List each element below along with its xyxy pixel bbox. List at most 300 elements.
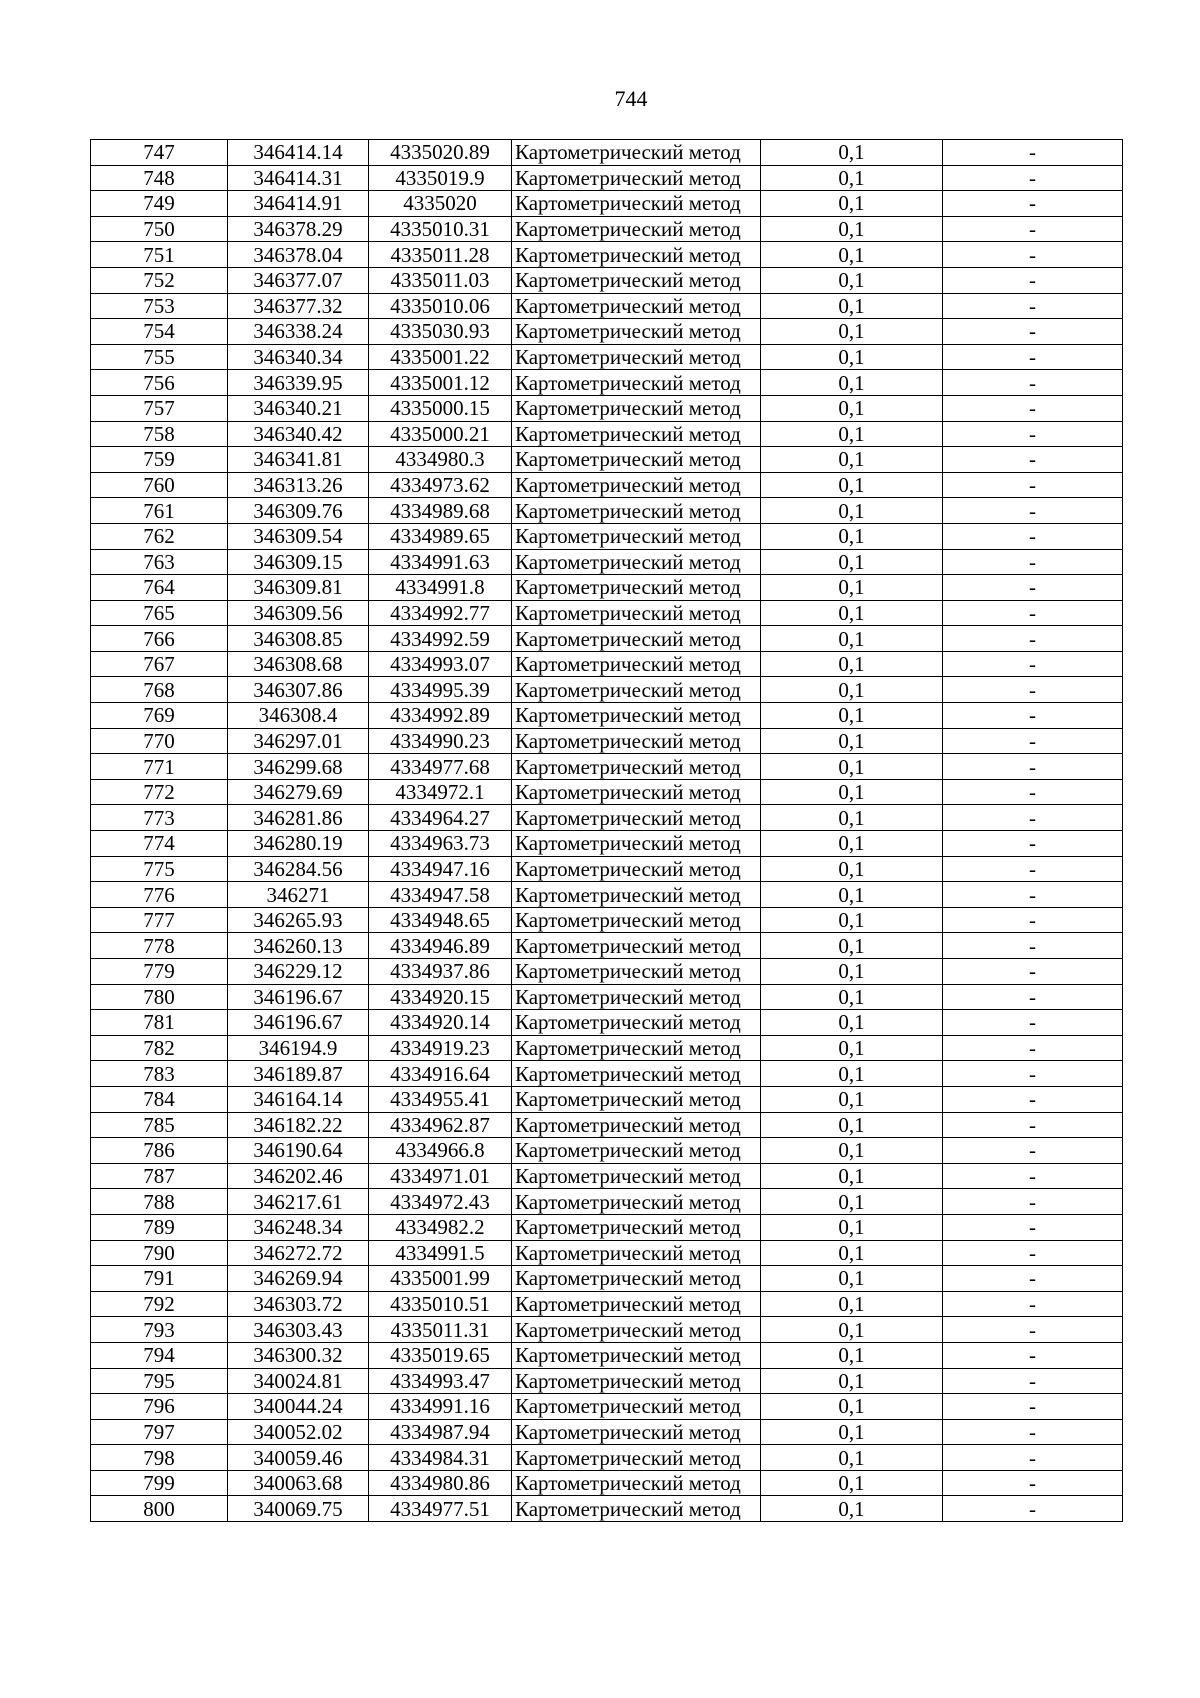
x-coordinate-cell: 346309.54 — [228, 523, 369, 549]
y-coordinate-cell: 4334946.89 — [369, 933, 512, 959]
point-number-cell: 798 — [91, 1445, 228, 1471]
y-coordinate-cell: 4335001.12 — [369, 370, 512, 396]
accuracy-cell: 0,1 — [761, 319, 943, 345]
y-coordinate-cell: 4335001.99 — [369, 1266, 512, 1292]
method-cell: Картометрический метод — [512, 1317, 761, 1343]
x-coordinate-cell: 346377.07 — [228, 267, 369, 293]
note-cell: - — [943, 140, 1123, 166]
method-cell: Картометрический метод — [512, 856, 761, 882]
note-cell: - — [943, 805, 1123, 831]
table-row — [91, 1061, 1123, 1087]
y-coordinate-cell: 4334972.43 — [369, 1189, 512, 1215]
x-coordinate-cell: 346164.14 — [228, 1086, 369, 1112]
accuracy-cell: 0,1 — [761, 267, 943, 293]
y-coordinate-cell: 4334963.73 — [369, 831, 512, 857]
note-cell: - — [943, 1240, 1123, 1266]
accuracy-cell: 0,1 — [761, 242, 943, 268]
method-cell: Картометрический метод — [512, 703, 761, 729]
y-coordinate-cell: 4334990.23 — [369, 728, 512, 754]
x-coordinate-cell: 346309.56 — [228, 600, 369, 626]
x-coordinate-cell: 346299.68 — [228, 754, 369, 780]
table-row — [91, 498, 1123, 524]
y-coordinate-cell: 4334995.39 — [369, 677, 512, 703]
y-coordinate-cell: 4334937.86 — [369, 959, 512, 985]
accuracy-cell: 0,1 — [761, 1394, 943, 1420]
table-row — [91, 907, 1123, 933]
note-cell: - — [943, 1010, 1123, 1036]
point-number-cell: 755 — [91, 344, 228, 370]
method-cell: Картометрический метод — [512, 779, 761, 805]
note-cell: - — [943, 1086, 1123, 1112]
method-cell: Картометрический метод — [512, 140, 761, 166]
table-row — [91, 882, 1123, 908]
method-cell: Картометрический метод — [512, 933, 761, 959]
x-coordinate-cell: 346308.85 — [228, 626, 369, 652]
y-coordinate-cell: 4334980.3 — [369, 447, 512, 473]
method-cell: Картометрический метод — [512, 1394, 761, 1420]
point-number-cell: 783 — [91, 1061, 228, 1087]
x-coordinate-cell: 346308.4 — [228, 703, 369, 729]
method-cell: Картометрический метод — [512, 907, 761, 933]
note-cell: - — [943, 421, 1123, 447]
point-number-cell: 760 — [91, 472, 228, 498]
method-cell: Картометрический метод — [512, 370, 761, 396]
accuracy-cell: 0,1 — [761, 1445, 943, 1471]
table-row — [91, 549, 1123, 575]
y-coordinate-cell: 4334920.14 — [369, 1010, 512, 1036]
method-cell: Картометрический метод — [512, 1138, 761, 1164]
accuracy-cell: 0,1 — [761, 1214, 943, 1240]
y-coordinate-cell: 4334947.16 — [369, 856, 512, 882]
x-coordinate-cell: 346217.61 — [228, 1189, 369, 1215]
y-coordinate-cell: 4335030.93 — [369, 319, 512, 345]
x-coordinate-cell: 340052.02 — [228, 1419, 369, 1445]
x-coordinate-cell: 346281.86 — [228, 805, 369, 831]
note-cell: - — [943, 1189, 1123, 1215]
y-coordinate-cell: 4335011.03 — [369, 267, 512, 293]
y-coordinate-cell: 4334991.8 — [369, 575, 512, 601]
x-coordinate-cell: 346414.91 — [228, 191, 369, 217]
y-coordinate-cell: 4335019.65 — [369, 1342, 512, 1368]
y-coordinate-cell: 4335020 — [369, 191, 512, 217]
y-coordinate-cell: 4334980.86 — [369, 1470, 512, 1496]
method-cell: Картометрический метод — [512, 959, 761, 985]
method-cell: Картометрический метод — [512, 1496, 761, 1522]
y-coordinate-cell: 4335010.06 — [369, 293, 512, 319]
y-coordinate-cell: 4334989.68 — [369, 498, 512, 524]
table-row — [91, 242, 1123, 268]
note-cell: - — [943, 1061, 1123, 1087]
method-cell: Картометрический метод — [512, 984, 761, 1010]
note-cell: - — [943, 549, 1123, 575]
point-number-cell: 771 — [91, 754, 228, 780]
note-cell: - — [943, 165, 1123, 191]
table-row — [91, 1266, 1123, 1292]
point-number-cell: 785 — [91, 1112, 228, 1138]
point-number-cell: 747 — [91, 140, 228, 166]
table-row — [91, 754, 1123, 780]
method-cell: Картометрический метод — [512, 575, 761, 601]
x-coordinate-cell: 346341.81 — [228, 447, 369, 473]
x-coordinate-cell: 346196.67 — [228, 1010, 369, 1036]
method-cell: Картометрический метод — [512, 523, 761, 549]
point-number-cell: 761 — [91, 498, 228, 524]
y-coordinate-cell: 4334993.07 — [369, 651, 512, 677]
point-number-cell: 766 — [91, 626, 228, 652]
accuracy-cell: 0,1 — [761, 907, 943, 933]
point-number-cell: 800 — [91, 1496, 228, 1522]
accuracy-cell: 0,1 — [761, 1061, 943, 1087]
table-row — [91, 984, 1123, 1010]
accuracy-cell: 0,1 — [761, 344, 943, 370]
table-row — [91, 703, 1123, 729]
x-coordinate-cell: 340069.75 — [228, 1496, 369, 1522]
method-cell: Картометрический метод — [512, 267, 761, 293]
note-cell: - — [943, 1470, 1123, 1496]
method-cell: Картометрический метод — [512, 498, 761, 524]
table-row — [91, 370, 1123, 396]
point-number-cell: 784 — [91, 1086, 228, 1112]
method-cell: Картометрический метод — [512, 395, 761, 421]
accuracy-cell: 0,1 — [761, 728, 943, 754]
point-number-cell: 790 — [91, 1240, 228, 1266]
y-coordinate-cell: 4335019.9 — [369, 165, 512, 191]
point-number-cell: 758 — [91, 421, 228, 447]
x-coordinate-cell: 340059.46 — [228, 1445, 369, 1471]
point-number-cell: 799 — [91, 1470, 228, 1496]
point-number-cell: 797 — [91, 1419, 228, 1445]
method-cell: Картометрический метод — [512, 191, 761, 217]
point-number-cell: 774 — [91, 831, 228, 857]
x-coordinate-cell: 346182.22 — [228, 1112, 369, 1138]
method-cell: Картометрический метод — [512, 1163, 761, 1189]
note-cell: - — [943, 575, 1123, 601]
accuracy-cell: 0,1 — [761, 856, 943, 882]
x-coordinate-cell: 346280.19 — [228, 831, 369, 857]
accuracy-cell: 0,1 — [761, 1342, 943, 1368]
method-cell: Картометрический метод — [512, 1445, 761, 1471]
note-cell: - — [943, 1214, 1123, 1240]
point-number-cell: 756 — [91, 370, 228, 396]
y-coordinate-cell: 4334964.27 — [369, 805, 512, 831]
point-number-cell: 749 — [91, 191, 228, 217]
x-coordinate-cell: 346338.24 — [228, 319, 369, 345]
table-row — [91, 1342, 1123, 1368]
x-coordinate-cell: 346196.67 — [228, 984, 369, 1010]
accuracy-cell: 0,1 — [761, 984, 943, 1010]
table-row — [91, 779, 1123, 805]
y-coordinate-cell: 4334947.58 — [369, 882, 512, 908]
accuracy-cell: 0,1 — [761, 1266, 943, 1292]
accuracy-cell: 0,1 — [761, 882, 943, 908]
method-cell: Картометрический метод — [512, 1112, 761, 1138]
point-number-cell: 795 — [91, 1368, 228, 1394]
table-row — [91, 1240, 1123, 1266]
table-row — [91, 1368, 1123, 1394]
point-number-cell: 752 — [91, 267, 228, 293]
method-cell: Картометрический метод — [512, 728, 761, 754]
point-number-cell: 769 — [91, 703, 228, 729]
accuracy-cell: 0,1 — [761, 779, 943, 805]
note-cell: - — [943, 703, 1123, 729]
table-row — [91, 856, 1123, 882]
note-cell: - — [943, 959, 1123, 985]
table-row — [91, 1138, 1123, 1164]
table-row — [91, 344, 1123, 370]
table-row — [91, 1445, 1123, 1471]
accuracy-cell: 0,1 — [761, 498, 943, 524]
table-row — [91, 651, 1123, 677]
y-coordinate-cell: 4334993.47 — [369, 1368, 512, 1394]
table-row — [91, 447, 1123, 473]
accuracy-cell: 0,1 — [761, 549, 943, 575]
table-row — [91, 626, 1123, 652]
method-cell: Картометрический метод — [512, 1291, 761, 1317]
accuracy-cell: 0,1 — [761, 370, 943, 396]
x-coordinate-cell: 346279.69 — [228, 779, 369, 805]
y-coordinate-cell: 4334962.87 — [369, 1112, 512, 1138]
x-coordinate-cell: 346297.01 — [228, 728, 369, 754]
y-coordinate-cell: 4334991.5 — [369, 1240, 512, 1266]
accuracy-cell: 0,1 — [761, 626, 943, 652]
x-coordinate-cell: 340044.24 — [228, 1394, 369, 1420]
x-coordinate-cell: 346378.29 — [228, 216, 369, 242]
y-coordinate-cell: 4334992.77 — [369, 600, 512, 626]
note-cell: - — [943, 882, 1123, 908]
method-cell: Картометрический метод — [512, 549, 761, 575]
note-cell: - — [943, 1419, 1123, 1445]
x-coordinate-cell: 346378.04 — [228, 242, 369, 268]
method-cell: Картометрический метод — [512, 805, 761, 831]
method-cell: Картометрический метод — [512, 1419, 761, 1445]
table-row — [91, 1394, 1123, 1420]
y-coordinate-cell: 4335010.51 — [369, 1291, 512, 1317]
point-number-cell: 775 — [91, 856, 228, 882]
table-row — [91, 1496, 1123, 1522]
table-row — [91, 805, 1123, 831]
point-number-cell: 788 — [91, 1189, 228, 1215]
y-coordinate-cell: 4334989.65 — [369, 523, 512, 549]
note-cell: - — [943, 1394, 1123, 1420]
x-coordinate-cell: 346260.13 — [228, 933, 369, 959]
y-coordinate-cell: 4334977.51 — [369, 1496, 512, 1522]
method-cell: Картометрический метод — [512, 421, 761, 447]
accuracy-cell: 0,1 — [761, 191, 943, 217]
method-cell: Картометрический метод — [512, 344, 761, 370]
note-cell: - — [943, 1266, 1123, 1292]
method-cell: Картометрический метод — [512, 651, 761, 677]
x-coordinate-cell: 346340.21 — [228, 395, 369, 421]
note-cell: - — [943, 984, 1123, 1010]
point-number-cell: 772 — [91, 779, 228, 805]
note-cell: - — [943, 344, 1123, 370]
x-coordinate-cell: 346248.34 — [228, 1214, 369, 1240]
point-number-cell: 767 — [91, 651, 228, 677]
method-cell: Картометрический метод — [512, 626, 761, 652]
note-cell: - — [943, 754, 1123, 780]
method-cell: Картометрический метод — [512, 447, 761, 473]
note-cell: - — [943, 1163, 1123, 1189]
accuracy-cell: 0,1 — [761, 1163, 943, 1189]
point-number-cell: 791 — [91, 1266, 228, 1292]
table-row — [91, 395, 1123, 421]
accuracy-cell: 0,1 — [761, 395, 943, 421]
point-number-cell: 754 — [91, 319, 228, 345]
note-cell: - — [943, 1368, 1123, 1394]
y-coordinate-cell: 4334972.1 — [369, 779, 512, 805]
method-cell: Картометрический метод — [512, 1086, 761, 1112]
method-cell: Картометрический метод — [512, 677, 761, 703]
note-cell: - — [943, 933, 1123, 959]
x-coordinate-cell: 346340.42 — [228, 421, 369, 447]
note-cell: - — [943, 267, 1123, 293]
accuracy-cell: 0,1 — [761, 1496, 943, 1522]
method-cell: Картометрический метод — [512, 1010, 761, 1036]
point-number-cell: 796 — [91, 1394, 228, 1420]
table-row — [91, 165, 1123, 191]
x-coordinate-cell: 346309.15 — [228, 549, 369, 575]
point-number-cell: 780 — [91, 984, 228, 1010]
accuracy-cell: 0,1 — [761, 1035, 943, 1061]
note-cell: - — [943, 191, 1123, 217]
point-number-cell: 768 — [91, 677, 228, 703]
method-cell: Картометрический метод — [512, 1470, 761, 1496]
accuracy-cell: 0,1 — [761, 1470, 943, 1496]
point-number-cell: 759 — [91, 447, 228, 473]
method-cell: Картометрический метод — [512, 1035, 761, 1061]
y-coordinate-cell: 4334977.68 — [369, 754, 512, 780]
x-coordinate-cell: 346303.72 — [228, 1291, 369, 1317]
x-coordinate-cell: 346309.81 — [228, 575, 369, 601]
y-coordinate-cell: 4335000.15 — [369, 395, 512, 421]
note-cell: - — [943, 600, 1123, 626]
method-cell: Картометрический метод — [512, 1342, 761, 1368]
table-row — [91, 933, 1123, 959]
accuracy-cell: 0,1 — [761, 1010, 943, 1036]
accuracy-cell: 0,1 — [761, 805, 943, 831]
y-coordinate-cell: 4335000.21 — [369, 421, 512, 447]
x-coordinate-cell: 346308.68 — [228, 651, 369, 677]
point-number-cell: 779 — [91, 959, 228, 985]
table-row — [91, 1163, 1123, 1189]
accuracy-cell: 0,1 — [761, 216, 943, 242]
point-number-cell: 748 — [91, 165, 228, 191]
method-cell: Картометрический метод — [512, 1266, 761, 1292]
table-row — [91, 831, 1123, 857]
point-number-cell: 751 — [91, 242, 228, 268]
accuracy-cell: 0,1 — [761, 140, 943, 166]
point-number-cell: 764 — [91, 575, 228, 601]
y-coordinate-cell: 4334955.41 — [369, 1086, 512, 1112]
y-coordinate-cell: 4335001.22 — [369, 344, 512, 370]
point-number-cell: 763 — [91, 549, 228, 575]
x-coordinate-cell: 346271 — [228, 882, 369, 908]
x-coordinate-cell: 346189.87 — [228, 1061, 369, 1087]
method-cell: Картометрический метод — [512, 1214, 761, 1240]
table-row — [91, 293, 1123, 319]
note-cell: - — [943, 523, 1123, 549]
point-number-cell: 794 — [91, 1342, 228, 1368]
note-cell: - — [943, 1112, 1123, 1138]
note-cell: - — [943, 319, 1123, 345]
x-coordinate-cell: 346190.64 — [228, 1138, 369, 1164]
accuracy-cell: 0,1 — [761, 575, 943, 601]
point-number-cell: 781 — [91, 1010, 228, 1036]
page-number: 744 — [614, 86, 648, 111]
x-coordinate-cell: 346340.34 — [228, 344, 369, 370]
point-number-cell: 782 — [91, 1035, 228, 1061]
y-coordinate-cell: 4334984.31 — [369, 1445, 512, 1471]
point-number-cell: 765 — [91, 600, 228, 626]
note-cell: - — [943, 831, 1123, 857]
table-row — [91, 1317, 1123, 1343]
point-number-cell: 777 — [91, 907, 228, 933]
point-number-cell: 789 — [91, 1214, 228, 1240]
accuracy-cell: 0,1 — [761, 1240, 943, 1266]
method-cell: Картометрический метод — [512, 831, 761, 857]
method-cell: Картометрический метод — [512, 319, 761, 345]
coordinates-table — [90, 139, 1123, 1522]
y-coordinate-cell: 4334973.62 — [369, 472, 512, 498]
y-coordinate-cell: 4334987.94 — [369, 1419, 512, 1445]
y-coordinate-cell: 4334916.64 — [369, 1061, 512, 1087]
method-cell: Картометрический метод — [512, 216, 761, 242]
point-number-cell: 787 — [91, 1163, 228, 1189]
x-coordinate-cell: 346269.94 — [228, 1266, 369, 1292]
note-cell: - — [943, 1496, 1123, 1522]
method-cell: Картометрический метод — [512, 1368, 761, 1394]
accuracy-cell: 0,1 — [761, 472, 943, 498]
table-row — [91, 140, 1123, 166]
y-coordinate-cell: 4334992.59 — [369, 626, 512, 652]
x-coordinate-cell: 346194.9 — [228, 1035, 369, 1061]
accuracy-cell: 0,1 — [761, 165, 943, 191]
point-number-cell: 792 — [91, 1291, 228, 1317]
method-cell: Картометрический метод — [512, 1189, 761, 1215]
table-row — [91, 1112, 1123, 1138]
note-cell: - — [943, 472, 1123, 498]
x-coordinate-cell: 346265.93 — [228, 907, 369, 933]
y-coordinate-cell: 4335011.28 — [369, 242, 512, 268]
table-row — [91, 216, 1123, 242]
accuracy-cell: 0,1 — [761, 1317, 943, 1343]
point-number-cell: 776 — [91, 882, 228, 908]
y-coordinate-cell: 4334971.01 — [369, 1163, 512, 1189]
accuracy-cell: 0,1 — [761, 600, 943, 626]
accuracy-cell: 0,1 — [761, 703, 943, 729]
note-cell: - — [943, 498, 1123, 524]
y-coordinate-cell: 4334948.65 — [369, 907, 512, 933]
table-row — [91, 1189, 1123, 1215]
method-cell: Картометрический метод — [512, 242, 761, 268]
note-cell: - — [943, 447, 1123, 473]
note-cell: - — [943, 1342, 1123, 1368]
note-cell: - — [943, 1138, 1123, 1164]
method-cell: Картометрический метод — [512, 754, 761, 780]
accuracy-cell: 0,1 — [761, 1419, 943, 1445]
note-cell: - — [943, 728, 1123, 754]
y-coordinate-cell: 4335020.89 — [369, 140, 512, 166]
note-cell: - — [943, 677, 1123, 703]
point-number-cell: 753 — [91, 293, 228, 319]
x-coordinate-cell: 346377.32 — [228, 293, 369, 319]
x-coordinate-cell: 340024.81 — [228, 1368, 369, 1394]
accuracy-cell: 0,1 — [761, 933, 943, 959]
y-coordinate-cell: 4334920.15 — [369, 984, 512, 1010]
note-cell: - — [943, 1317, 1123, 1343]
y-coordinate-cell: 4335010.31 — [369, 216, 512, 242]
y-coordinate-cell: 4335011.31 — [369, 1317, 512, 1343]
